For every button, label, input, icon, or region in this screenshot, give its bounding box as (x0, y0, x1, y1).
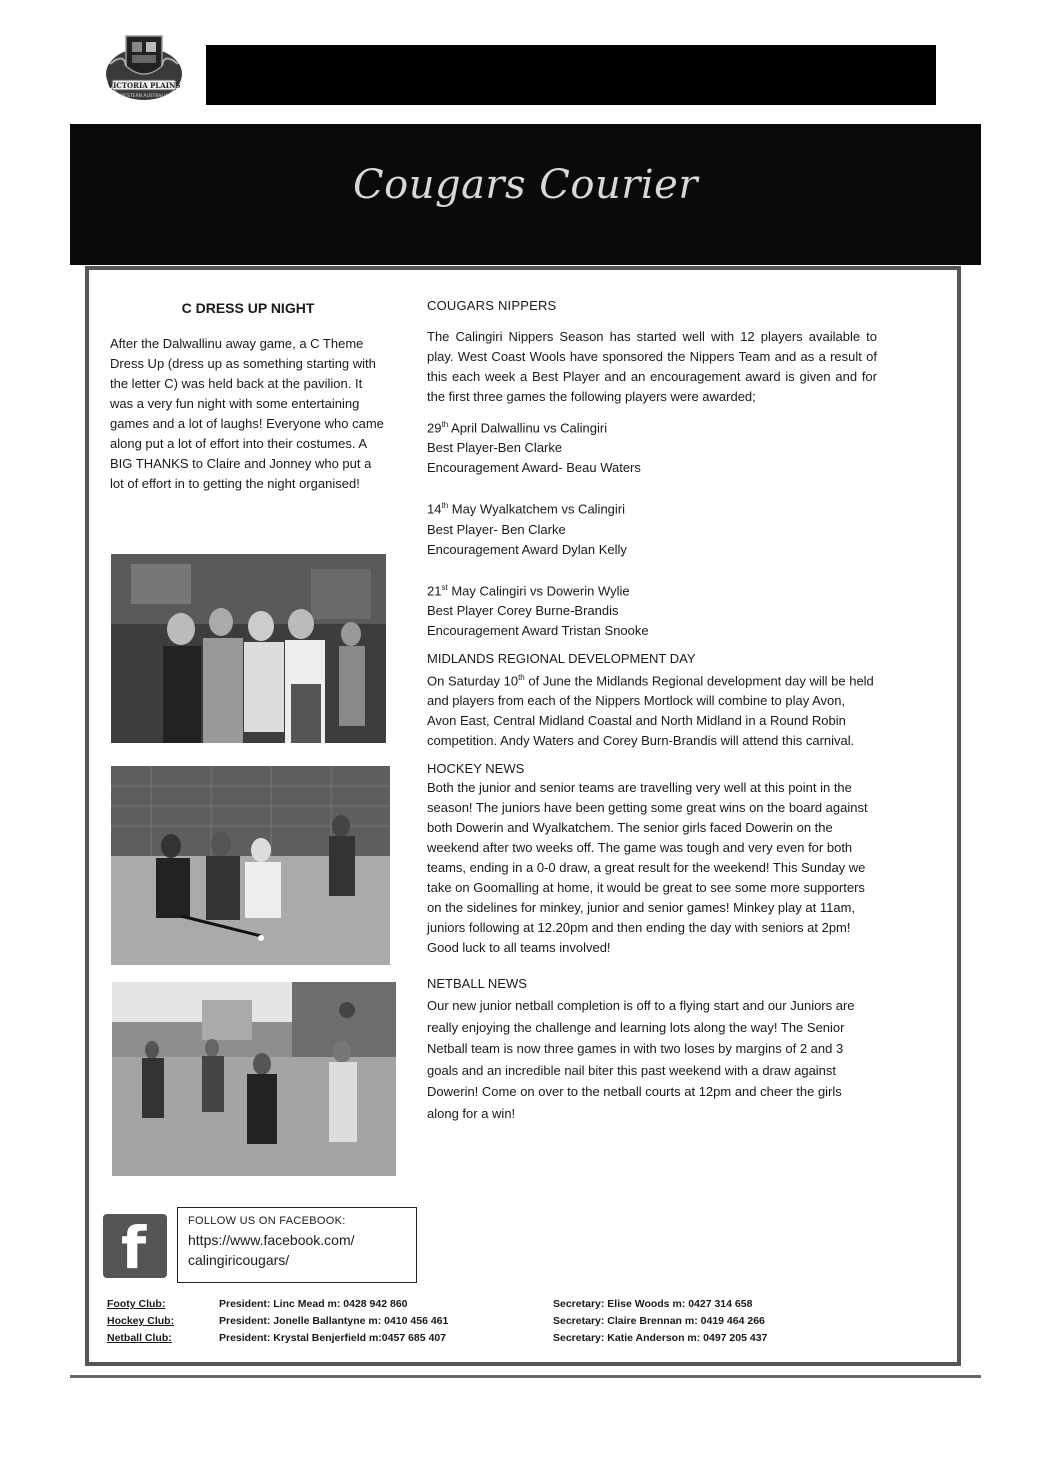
midlands-section (427, 651, 877, 751)
nippers-intro: The Calingiri Nippers Season has started well with 12 players available to play. West Coast Wools have sponsored the Nippers Team and as a result of this each week a Best Player and an encouragement award is given and for the first three games the following players were awarded; (427, 329, 877, 404)
netball-photo (112, 982, 396, 1176)
nippers-heading: COUGARS NIPPERS (427, 298, 557, 313)
right-column (427, 298, 877, 1124)
facebook-callout (177, 1207, 417, 1283)
netball-body: Our new junior netball completion is off to a flying start and our Juniors are really enjoying the challenge and learning lots along the way! The Senior Netball team is now three games in with two loses by margins of 2 and 3 goals and an incredible nail biter this past weekend with a draw against Dowerin! Come on over to the netball courts at 12pm and cheer the girls along for a win! (427, 998, 855, 1121)
club-crest-logo (104, 22, 184, 102)
footer-rule (70, 1375, 981, 1378)
masthead-title: Cougars Courier (353, 162, 698, 208)
hockey-heading: HOCKEY NEWS (427, 761, 525, 777)
header-black-bar (206, 45, 936, 105)
contact-secretary: Secretary: Claire Brennan m: 0419 464 266 (553, 1315, 765, 1327)
dress-up-photo (111, 554, 386, 743)
masthead-banner (70, 124, 981, 265)
hockey-photo (111, 766, 390, 965)
contact-club: Footy Club: (107, 1298, 166, 1310)
facebook-icon[interactable]: f (103, 1214, 167, 1278)
hockey-section (427, 761, 877, 958)
facebook-link[interactable]: https://www.facebook.com/ calingiricougars/ (188, 1232, 355, 1268)
facebook-label: FOLLOW US ON FACEBOOK: (188, 1215, 346, 1227)
nippers-game-3: 21st May Calingiri vs Dowerin Wylie Best Player Corey Burne-Brandis Encouragement Award Tristan Snooke (427, 582, 649, 638)
svg-text:VICTORIA PLAINS: VICTORIA PLAINS (107, 81, 181, 90)
netball-heading: NETBALL NEWS (427, 976, 527, 992)
contact-row (107, 1298, 867, 1315)
netball-section (427, 976, 877, 1124)
dress-up-body: After the Dalwallinu away game, a C Theme Dress Up (dress up as something starting with the letter C) was held back at the pavilion. It was a very fun night with some entertaining games and a lot of laughs! Everyone who came along put a lot of effort into their costumes. A BIG THANKS to Claire and Jonney who put a lot of effort in to getting the night organised! (110, 336, 384, 491)
contact-president: President: Linc Mead m: 0428 942 860 (219, 1298, 408, 1310)
contact-row (107, 1332, 867, 1349)
contact-club: Hockey Club: (107, 1315, 175, 1327)
contact-secretary: Secretary: Elise Woods m: 0427 314 658 (553, 1298, 753, 1310)
left-column (110, 296, 386, 494)
hockey-body: Both the junior and senior teams are travelling very well at this point in the season! The juniors have been getting some great wins on the board against both Dowerin and Wyalkatchem. The senior girls faced Dowerin on the weekend after two weeks off. The game was tough and very even for both teams, ending in a 0-0 draw, a great result for the weekend! This Sunday we take on Goomalling at home, it would be great to see some more supporters on the sidelines for minkey, junior and senior games! Minkey play at 11am, juniors following at 12.20pm and then ending the day with seniors at 2pm! Good luck to all teams involved! (427, 780, 868, 956)
contact-row (107, 1315, 867, 1332)
midlands-body: On Saturday 10th of June the Midlands Regional development day will be held and players from each of the Nippers Mortlock will combine to play Avon, Avon East, Central Midland Coastal and North Midland in a Round Robin competition. Andy Waters and Corey Burn-Brandis will attend this carnival. (427, 672, 874, 749)
contact-president: President: Krystal Benjerfield m:0457 685 407 (219, 1332, 447, 1344)
midlands-heading: MIDLANDS REGIONAL DEVELOPMENT DAY (427, 650, 696, 666)
svg-text:WESTERN AUSTRALIA: WESTERN AUSTRALIA (119, 94, 169, 99)
nippers-game-1: 29th April Dalwallinu vs Calingiri Best Player-Ben Clarke Encouragement Award- Beau Waters (427, 420, 641, 476)
contact-president: President: Jonelle Ballantyne m: 0410 456 461 (219, 1315, 449, 1327)
club-contacts (107, 1298, 867, 1349)
nippers-game-2: 14th May Wyalkatchem vs Calingiri Best Player- Ben Clarke Encouragement Award Dylan Kelly (427, 501, 627, 557)
contact-club: Netball Club: (107, 1332, 172, 1344)
dress-up-heading: C DRESS UP NIGHT (181, 300, 315, 316)
contact-secretary: Secretary: Katie Anderson m: 0497 205 437 (553, 1332, 768, 1344)
